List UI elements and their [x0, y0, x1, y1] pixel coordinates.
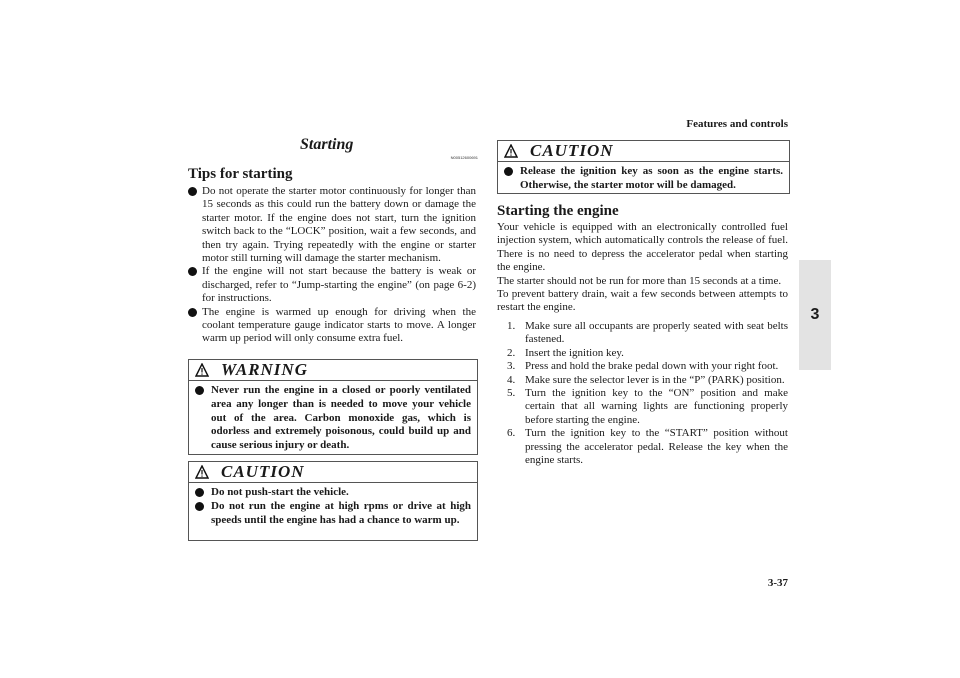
- list-item: [195, 384, 471, 453]
- tips-list: [188, 185, 476, 346]
- caution-label: CAUTION: [221, 462, 305, 481]
- list-item-text: If the engine will not start because the battery is weak or discharged, refer to “Jump-starting the engine” (on page 6-2) for instructions.: [202, 265, 476, 305]
- list-item: [188, 185, 476, 265]
- warning-header: [189, 360, 477, 381]
- chapter-tab: 3: [799, 260, 831, 370]
- step-item: [497, 320, 788, 347]
- step-number: 6.: [507, 427, 516, 440]
- starting-engine-heading: Starting the engine: [497, 203, 619, 219]
- bullet-icon: [195, 502, 204, 511]
- step-number: 3.: [507, 360, 516, 373]
- step-number: 1.: [507, 320, 516, 332]
- list-item-text: Do not operate the starter motor continuously for longer than 15 seconds as this could run the battery down or damage the starter motor. If the engine does not start, turn the ignition switch back to the “LOCK” position, wait a few seconds, and then try again. Trying repeatedly with the engine or starter motor still turning will damage the starter mechanism.: [202, 185, 476, 265]
- list-item: [188, 306, 476, 346]
- bullet-icon: [195, 488, 204, 497]
- caution-box-right: [497, 140, 790, 194]
- caution-label: CAUTION: [530, 141, 614, 160]
- paragraph: The starter should not be run for more than 15 seconds at a time.: [497, 274, 782, 287]
- list-item: [504, 165, 783, 193]
- starting-steps-list: [497, 320, 788, 467]
- caution-triangle-icon: [504, 144, 518, 158]
- step-item: [497, 387, 788, 427]
- paragraph: To prevent battery drain, wait a few seconds between attempts to restart the engine.: [497, 288, 788, 314]
- reference-code: N00512600691: [450, 155, 478, 160]
- list-item-text: The engine is warmed up enough for driving when the coolant temperature gauge indicator starts to move. A longer warm up period will only consume extra fuel.: [202, 305, 476, 345]
- warning-box: [188, 359, 478, 455]
- starting-engine-text: [497, 221, 788, 315]
- paragraph: Your vehicle is equipped with an electronically controlled fuel injection system, which automatically controls the release of fuel. There is no need to depress the accelerator pedal when starting the engine.: [497, 221, 788, 274]
- list-item-text: Never run the engine in a closed or poorly ventilated area any longer than is needed to move your vehicle out of the area. Carbon monoxide gas, which is odorless and extremely poisonous, could build up and cause serious injury or death.: [211, 384, 471, 452]
- step-text: Turn the ignition key to the “START” position without pressing the accelerator pedal. Release the key when the engine starts.: [525, 427, 788, 467]
- step-item: [497, 360, 788, 373]
- step-number: 4.: [507, 373, 516, 386]
- step-item: [497, 374, 788, 387]
- list-item: [188, 265, 476, 305]
- caution-box-left: [188, 461, 478, 541]
- bullet-icon: [188, 267, 197, 276]
- list-item-text: Do not run the engine at high rpms or drive at high speeds until the engine has had a chance to warm up.: [211, 499, 471, 526]
- bullet-icon: [188, 187, 197, 196]
- step-number: 5.: [507, 387, 516, 400]
- page-number: 3-37: [767, 577, 788, 589]
- step-text: Make sure the selector lever is in the “P” (PARK) position.: [525, 373, 785, 386]
- step-text: Insert the ignition key.: [525, 346, 624, 359]
- caution-triangle-icon: [195, 465, 209, 479]
- list-item: [195, 500, 471, 528]
- tips-heading: Tips for starting: [188, 166, 293, 182]
- section-title: Starting: [300, 136, 354, 153]
- caution-header: [498, 141, 789, 162]
- step-item: [497, 347, 788, 360]
- step-text: Press and hold the brake pedal down with your right foot.: [525, 360, 779, 373]
- list-item-text: Do not push-start the vehicle.: [211, 486, 349, 498]
- caution-header: [189, 462, 477, 483]
- step-item: [497, 427, 788, 467]
- bullet-icon: [188, 308, 197, 317]
- list-item: [195, 486, 471, 500]
- step-number: 2.: [507, 346, 516, 359]
- bullet-icon: [195, 386, 204, 395]
- warning-triangle-icon: [195, 363, 209, 377]
- step-text: Make sure all occupants are properly seated with seat belts fastened.: [525, 320, 788, 346]
- warning-label: WARNING: [221, 360, 308, 379]
- step-text: Turn the ignition key to the “ON” position and make certain that all warning lights are functioning properly before starting the engine.: [525, 387, 788, 426]
- bullet-icon: [504, 167, 513, 176]
- page-header-title: Features and controls: [686, 118, 788, 130]
- list-item-text: Release the ignition key as soon as the engine starts. Otherwise, the starter motor will be damaged.: [520, 165, 783, 191]
